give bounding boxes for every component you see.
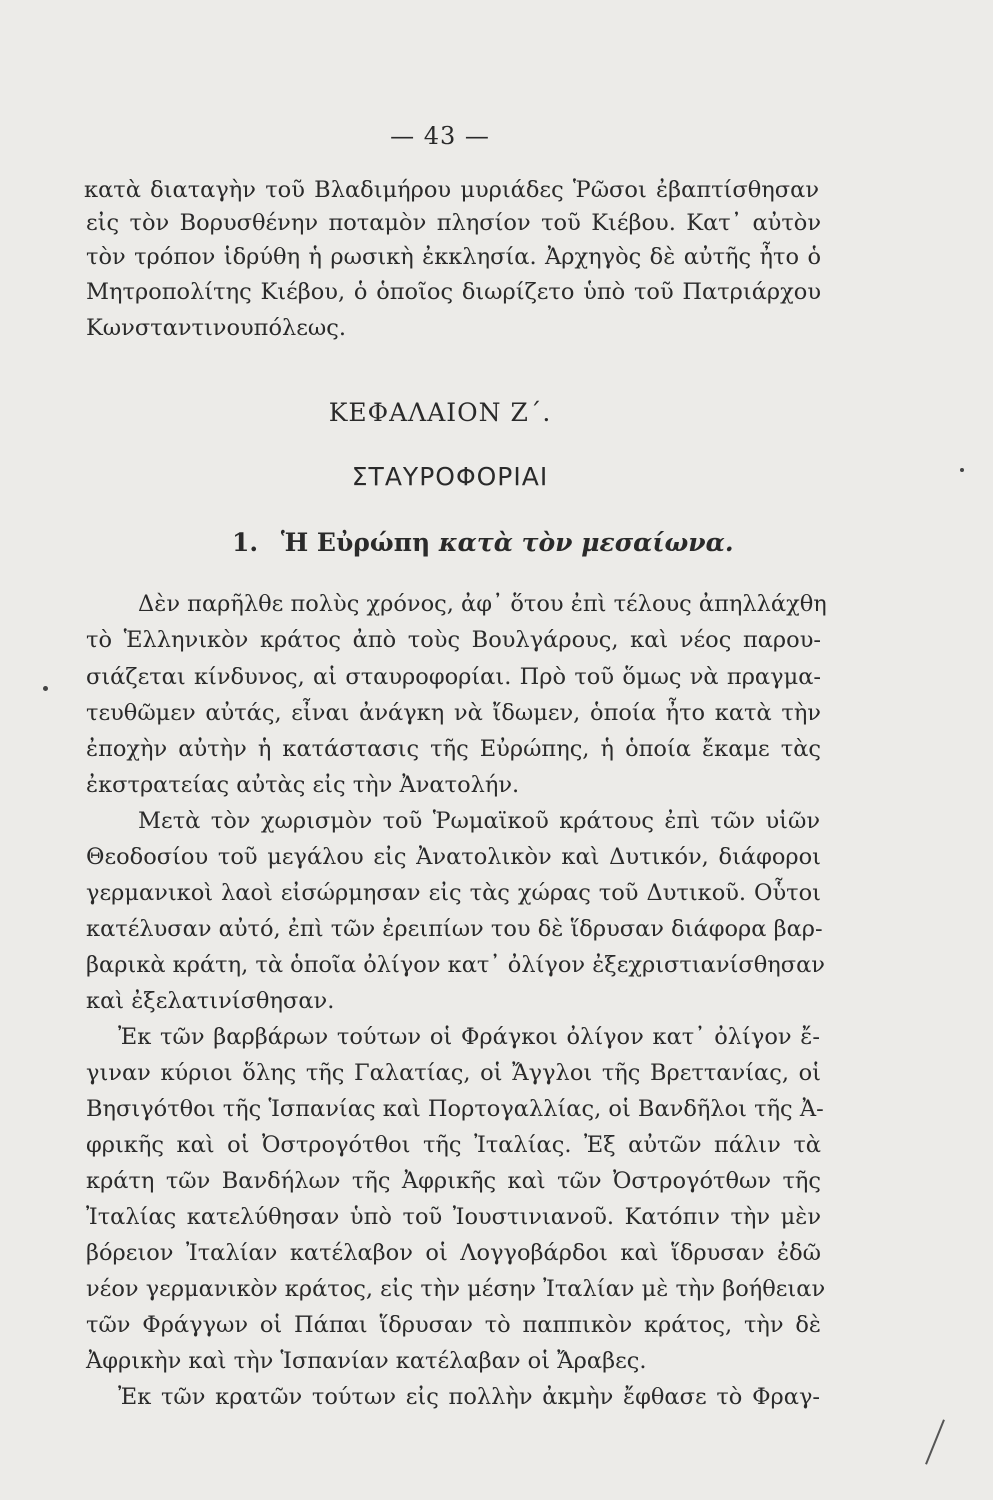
page-number: — 43 — <box>390 122 490 150</box>
ink-speck <box>960 468 964 472</box>
chapter-heading: ΚΕΦΑΛΑΙΟΝ Ζ΄. <box>328 398 552 427</box>
body-line: βαρικὰ κράτη, τὰ ὁποῖα ὀλίγον κατ᾿ ὀλίγον ἐξεχριστιανίσθησαν <box>86 952 825 978</box>
body-line: Ἰταλίας κατελύθησαν ὑπὸ τοῦ Ἰουστινιανοῦ. Κατόπιν τὴν μὲν <box>86 1204 821 1230</box>
body-line: Μετὰ τὸν χωρισμὸν τοῦ Ῥωμαϊκοῦ κράτους ἐπὶ τῶν υἱῶν <box>138 808 820 834</box>
body-line: γιναν κύριοι ὅλης τῆς Γαλατίας, οἱ Ἄγγλοι τῆς Βρεττανίας, οἱ <box>86 1060 821 1086</box>
body-line: ἐποχὴν αὐτὴν ἡ κατάστασις τῆς Εὐρώπης, ἡ ὁποία ἔκαμε τὰς <box>86 736 821 762</box>
body-line: Θεοδοσίου τοῦ μεγάλου εἰς Ἀνατολικὸν καὶ Δυτικόν, διάφοροι <box>86 844 821 870</box>
subsection-number: 1. <box>232 528 259 557</box>
body-line: τευθῶμεν αὐτάς, εἶναι ἀνάγκη νὰ ἴδωμεν, ὁποία ἦτο κατὰ τὴν <box>86 700 821 726</box>
ink-speck <box>43 686 48 691</box>
section-heading: ΣΤΑΥΡΟΦΟΡΙΑΙ <box>351 462 549 491</box>
pencil-mark <box>925 1419 945 1464</box>
intro-line: Κωνσταντινουπόλεως. <box>86 315 347 341</box>
body-line: Ἀφρικὴν καὶ τὴν Ἱσπανίαν κατέλαβαν οἱ Ἄραβες. <box>86 1348 647 1374</box>
body-line: καὶ ἐξελατινίσθησαν. <box>86 988 335 1014</box>
body-line: Βησιγότθοι τῆς Ἱσπανίας καὶ Πορτογαλλίας, οἱ Βανδῆλοι τῆς Ἀ- <box>86 1096 824 1122</box>
intro-line: εἰς τὸν Βορυσθένην ποταμὸν πλησίον τοῦ Κιέβου. Κατ᾿ αὐτὸν <box>86 210 821 236</box>
body-line: τῶν Φράγγων οἱ Πάπαι ἵδρυσαν τὸ παππικὸν κράτος, τὴν δὲ <box>86 1312 821 1338</box>
intro-line: Μητροπολίτης Κιέβου, ὁ ὁποῖος διωρίζετο ὑπὸ τοῦ Πατριάρχου <box>86 279 821 305</box>
body-line: Δὲν παρῆλθε πολὺς χρόνος, ἀφ᾿ ὅτου ἐπὶ τέλους ἀπηλλάχθη <box>138 591 827 617</box>
body-line: Ἐκ τῶν κρατῶν τούτων εἰς πολλὴν ἀκμὴν ἔφθασε τὸ Φραγ- <box>118 1384 820 1410</box>
body-line: σιάζεται κίνδυνος, αἱ σταυροφορίαι. Πρὸ τοῦ ὅμως νὰ πραγμα- <box>86 664 821 690</box>
intro-line: κατὰ διαταγὴν τοῦ Βλαδιμήρου μυριάδες Ῥῶσοι ἐβαπτίσθησαν <box>84 177 819 203</box>
body-line: Ἐκ τῶν βαρβάρων τούτων οἱ Φράγκοι ὀλίγον κατ᾿ ὀλίγον ἔ- <box>118 1024 820 1050</box>
body-line: φρικῆς καὶ οἱ Ὀστρογότθοι τῆς Ἰταλίας. Ἐξ αὐτῶν πάλιν τὰ <box>86 1132 821 1158</box>
subsection-heading <box>232 528 734 557</box>
subsection-title-italic: κατὰ τὸν μεσαίωνα. <box>438 528 734 557</box>
subsection-title: Ἡ Εὐρώπη <box>280 528 431 557</box>
body-line: ἐκστρατείας αὐτὰς εἰς τὴν Ἀνατολήν. <box>86 772 520 798</box>
intro-line: τὸν τρόπον ἱδρύθη ἡ ρωσικὴ ἐκκλησία. Ἀρχηγὸς δὲ αὐτῆς ἦτο ὁ <box>86 244 821 270</box>
body-line: τὸ Ἑλληνικὸν κράτος ἀπὸ τοὺς Βουλγάρους, καὶ νέος παρου- <box>86 627 821 653</box>
body-line: νέον γερμανικὸν κράτος, εἰς τὴν μέσην Ἰταλίαν μὲ τὴν βοήθειαν <box>86 1276 826 1302</box>
body-line: γερμανικοὶ λαοὶ εἰσώρμησαν εἰς τὰς χώρας τοῦ Δυτικοῦ. Οὗτοι <box>86 880 821 906</box>
body-line: βόρειον Ἰταλίαν κατέλαβον οἱ Λογγοβάρδοι καὶ ἵδρυσαν ἐδῶ <box>86 1240 821 1266</box>
body-line: κατέλυσαν αὐτό, ἐπὶ τῶν ἐρειπίων του δὲ ἵδρυσαν διάφορα βαρ- <box>86 916 823 942</box>
body-line: κράτη τῶν Βανδήλων τῆς Ἀφρικῆς καὶ τῶν Ὀστρογότθων τῆς <box>86 1168 821 1194</box>
